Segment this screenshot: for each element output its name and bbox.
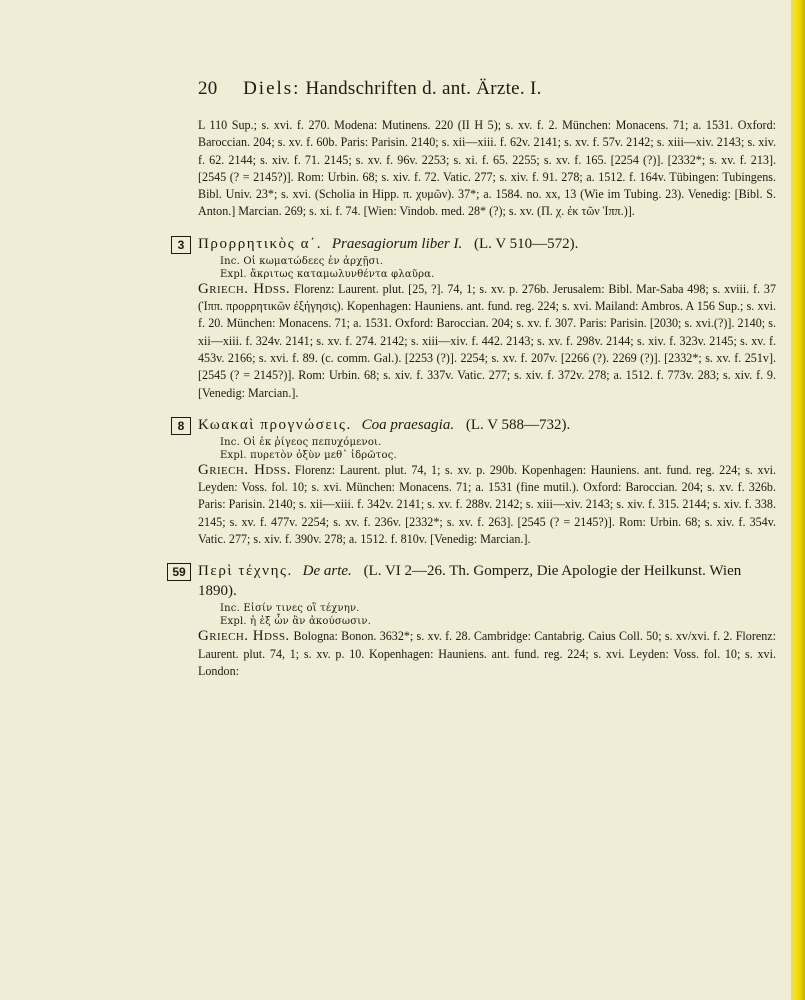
running-header-author: Diels: <box>243 78 301 99</box>
entry-number-box: 8 <box>171 417 191 435</box>
littre-reference: (L. V 588—732). <box>465 416 571 433</box>
latin-title: Praesagiorum liber I. <box>331 235 463 252</box>
continued-manuscript-list: L 110 Sup.; s. xvi. f. 270. Modena: Mutinens. 220 (II H 5); s. xv. f. 2. München: Monacens. 71; a. 1531. Oxford: Baroccian. 204; s. xv. f. 60b. Paris: Parisin. 2140; s. xii—xiii. f. 62v. 2141; s. xv. f. 57v. 2142; s. xiii—xiv. 2143; s. xiv. f. 62. 2144; s. xiv. f. 71. 2145; s. xv. f. 96v. 2253; s. xi. f. 65. 2255; s. xv. f. 165. [2254 (?)]. [2332*; s. xv. f. 213]. [2545 (? = 2145?)]. Rom: Urbin. 68; s. xiv. f. 72. Vatic. 277; s. xiv. f. 91. 278; a. 1512. f. 164v. Tübingen: Tubingens. Bibl. Univ. 23*; s. xvi. (Scholia in Hipp. π. χυμῶν). 37*; a. 1584. no. xx, 13 (Wie im Tubing. 23). Venedig: [Bibl. S. Anton.] Marcian. 269; s. xi. f. 74. [Wien: Vindob. med. 28* (?); s. xv. (Π. χ. ἐκ τῶν Ἱππ.)]. <box>198 118 776 219</box>
entry-title <box>198 561 776 601</box>
entry-title <box>198 415 776 435</box>
latin-title: De arte. <box>302 563 352 580</box>
entry-59 <box>172 561 776 680</box>
greek-title: Προρρητικὸς α΄. <box>198 235 323 252</box>
page-number: 20 <box>198 78 218 99</box>
hss-label: Griech. Hdss. <box>198 461 291 478</box>
entry-3 <box>177 234 776 402</box>
running-header-title: Handschriften d. ant. Ärzte. I. <box>305 78 542 99</box>
page-body <box>172 117 777 680</box>
manuscript-list <box>198 628 776 680</box>
entry-number-box: 3 <box>171 236 191 254</box>
book-spine-edge <box>791 0 805 1000</box>
explicit: Expl. ἡ ἐξ ὧν ἂν ἀκούσωσιν. <box>220 616 372 628</box>
latin-title: Coa praesagia. <box>361 416 455 433</box>
entry-title <box>198 234 776 254</box>
manuscript-text: Florenz: Laurent. plut. 74, 1; s. xv. p. 290b. Kopenhagen: Hauniens. ant. fund. reg. 224; s. xvi. Leyden: Voss. fol. 10; s. xvi. München: Monacens. 71; a. 1531 (fine mutil.). Oxford: Baroccian. 204; s. xv. f. 326b. Paris: Parisin. 2140; s. xii—xiii. f. 342v. 2141; s. xv. f. 288v. 2142; s. xiii—xiv. 2143; s. xiv. f. 315. 2144; s. xiv. f. 338. 2145; s. xv. f. 477v. 2254; s. xv. f. 236v. [2332*; s. xv. f. 263]. [2545 (? = 2145?)]. Rom: Urbin. 68; s. xiv. f. 354v. Vatic. 277; s. xiv. f. 390v. 278; a. 1512. f. 810v. [Venedig: Marcian.]. <box>198 462 777 547</box>
running-header <box>198 78 758 100</box>
manuscript-list <box>198 462 776 548</box>
incipit: Inc. Εἰσίν τινες οἳ τέχνην. <box>220 603 360 615</box>
entry-number-box: 59 <box>167 563 191 581</box>
incipit: Inc. Οἱ κωματώδεες ἐν ἀρχῇσι. <box>220 255 384 267</box>
hss-label: Griech. Hdss. <box>198 280 291 297</box>
greek-title: Κωακαὶ προγνώσεις. <box>198 416 352 433</box>
hss-label: Griech. Hdss. <box>198 628 290 645</box>
littre-reference: (L. V 510—572). <box>473 235 579 252</box>
incipit: Inc. Οἱ ἐκ ῥίγεος πεπυχόμενοι. <box>220 436 382 448</box>
explicit: Expl. πυρετὸν ὀξὺν μεθ᾽ ἱδρῶτος. <box>220 449 397 461</box>
littre-reference: (L. VI 2—26. Th. Gomperz, Die Apologie der Heilkunst. Wien 1890). <box>198 563 742 600</box>
entry-8 <box>177 415 777 548</box>
manuscript-text: Bologna: Bonon. 3632*; s. xv. f. 28. Cambridge: Cantabrig. Caius Coll. 50; s. xv/xvi. f. 2. Florenz: Laurent. plut. 74, 1; s. xv. p. 10. Kopenhagen: Hauniens. ant. fund. reg. 224; s. xvi. Leyden: Voss. fol. 10; s. xvi. London: <box>198 629 776 678</box>
manuscript-list <box>198 281 776 402</box>
greek-title: Περὶ τέχνης. <box>198 563 293 580</box>
explicit: Expl. ἄκριτως καταμωλυνθέντα φλαῦρα. <box>220 268 435 280</box>
manuscript-text: Florenz: Laurent. plut. [25, ?]. 74, 1; s. xv. p. 276b. Jerusalem: Bibl. Mar-Saba 498; s. xviii. f. 37 (Ἱππ. προρρητικῶν ἐξήγησις). Kopenhagen: Hauniens. ant. fund. reg. 224; s. xvi. Mailand: Ambros. A 156 Sup.; s. xvi. f. 20. München: Monacens. 71; a. 1531. Oxford: Baroccian. 204; s. xv. f. 307. Paris: Parisin. [2030; s. xvi.(?)]. 2140; s. xii—xiii. f. 324v. 2141; s. xv. f. 274. 2142; s. xiii—xiv. f. 442. 2143; s. xv. f. 298v. 2144; s. xiv. f. 323v. 2145; s. xv. f. 453v. 2166; s. xvi. f. 89. (c. comm. Gal.). [2253 (?)]. 2254; s. xv. f. 207v. [2266 (?). 2269 (?)]. [2332*; s. xv. f. 251v]. [2545 (? = 2145?)]. Rom: Urbin. 68; s. xiv. f. 337v. Vatic. 277; s. xiv. f. 372v. 278; a. 1512. f. 773v. 283; s. xiv. f. 9. [Venedig: Marcian.]. <box>198 281 776 400</box>
